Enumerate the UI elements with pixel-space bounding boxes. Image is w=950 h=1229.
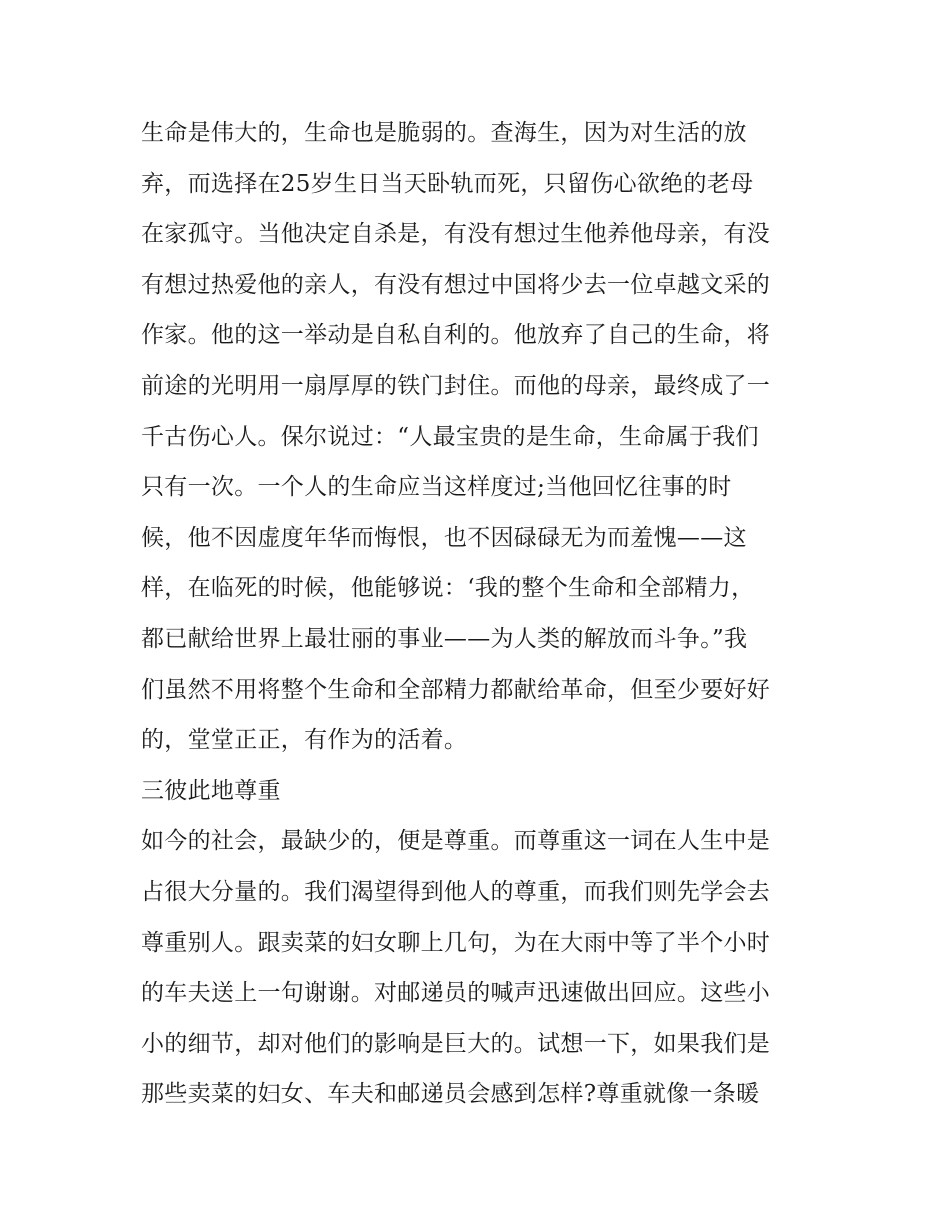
text-line: 的车夫送上一句谢谢。对邮递员的喊声迅速做出回应。这些小	[141, 980, 771, 1007]
text-line: 占很大分量的。我们渴望得到他人的尊重，而我们则先学会去	[141, 878, 771, 905]
text-line: 生命是伟大的，生命也是脆弱的。查海生，因为对生活的放	[141, 120, 747, 146]
text-line: 弃，而选择在25岁生日当天卧轨而死，只留伤心欲绝的老母	[141, 170, 754, 197]
text-line: 前途的光明用一扇厚厚的铁门封住。而他的母亲，最终成了一	[141, 372, 771, 399]
body-text	[141, 108, 821, 1120]
text-line: 作家。他的这一举动是自私自利的。他放弃了自己的生命，将	[141, 322, 771, 349]
text-line: 候，他不因虚度年华而悔恨，也不因碌碌无为而羞愧——这	[141, 524, 747, 551]
text-line: 只有一次。一个人的生命应当这样度过;当他回忆往事的时	[141, 474, 732, 501]
section-heading: 三彼此地尊重	[141, 777, 281, 804]
text-line: 小的细节，却对他们的影响是巨大的。试想一下，如果我们是	[141, 1030, 771, 1057]
text-line: 如今的社会，最缺少的，便是尊重。而尊重这一词在人生中是	[141, 828, 771, 855]
text-line: 样，在临死的时候，他能够说：‘我的整个生命和全部精力，	[141, 575, 755, 602]
text-line: 都已献给世界上最壮丽的事业——为人类的解放而斗争。”我	[141, 625, 748, 652]
text-line: 有想过热爱他的亲人，有没有想过中国将少去一位卓越文采的	[141, 271, 771, 298]
text-line: 们虽然不用将整个生命和全部精力都献给革命，但至少要好好	[141, 676, 771, 703]
text-line: 在家孤守。当他决定自杀是，有没有想过生他养他母亲，有没	[141, 221, 771, 248]
text-line: 千古伤心人。保尔说过：“人最宝贵的是生命，生命属于我们	[141, 423, 759, 450]
text-line: 那些卖菜的妇女、车夫和邮递员会感到怎样?尊重就像一条暖	[141, 1081, 760, 1108]
text-line: 的，堂堂正正，有作为的活着。	[141, 727, 468, 754]
text-line: 尊重别人。跟卖菜的妇女聊上几句，为在大雨中等了半个小时	[141, 929, 771, 956]
